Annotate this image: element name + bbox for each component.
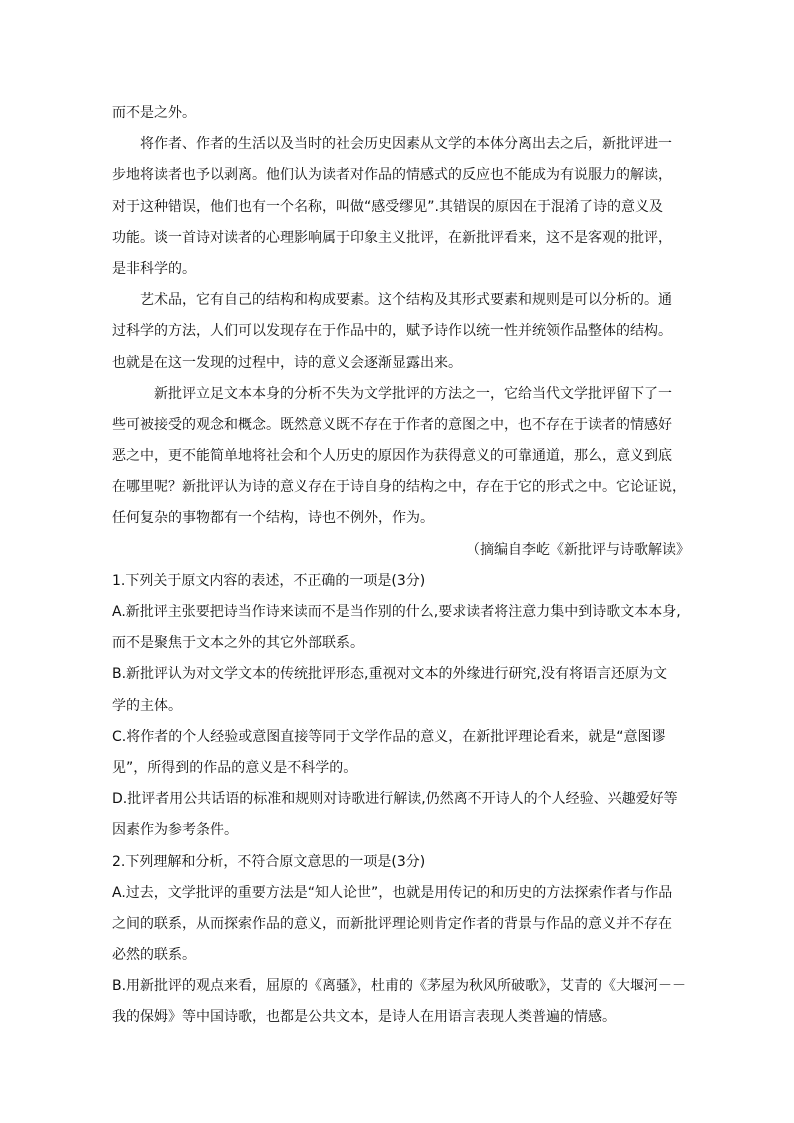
- text-line: 任何复杂的事物都有一个结构，诗也不例外，作为。: [112, 510, 434, 527]
- source-citation: （摘编自李屹《新批评与诗歌解读》: [466, 541, 690, 558]
- text-line: 些可被接受的观念和概念。既然意义既不存在于作者的意图之中，也不存在于读者的情感好: [112, 416, 672, 433]
- text-line: 过科学的方法，人们可以发现存在于作品中的，赋予诗作以统一性并统领作品整体的结构。: [112, 323, 672, 340]
- text-line: 而不是之外。: [112, 105, 196, 121]
- text-line: 恶之中，更不能简单地将社会和个人历史的原因作为获得意义的可靠通道，那么，意义到底: [112, 448, 672, 465]
- paragraph-start-line: 新批评立足文本本身的分析不失为文学批评的方法之一，它给当代文学批评留下了一: [154, 385, 672, 402]
- text-line: 是非科学的。: [112, 260, 196, 277]
- option-c-line: C.将作者的个人经验或意图直接等同于文学作品的意义，在新批评理论看来，就是“意图谬: [112, 728, 666, 745]
- option-a-line: A.过去，文学批评的重要方法是“知人论世”，也就是用传记的和历史的方法探索作者与作品: [112, 884, 673, 901]
- option-c-line: 见”，所得到的作品的意义是不科学的。: [112, 759, 358, 776]
- text-line: 对于这种错误，他们也有一个名称，叫做“感受缪见”.其错误的原因在于混淆了诗的意义及: [112, 198, 663, 215]
- text-line: 功能。谈一首诗对读者的心理影响属于印象主义批评，在新批评看来，这不是客观的批评，: [112, 229, 672, 246]
- paragraph-start-line: 艺术品，它有自己的结构和构成要素。这个结构及其形式要素和规则是可以分析的。通: [140, 292, 672, 309]
- paragraph-start-line: 将作者、作者的生活以及当时的社会历史因素从文学的本体分离出去之后，新批评进一: [140, 136, 672, 153]
- option-d-line: 因素作为参考条件。: [112, 822, 238, 839]
- option-b-line: B.新批评认为对文学文本的传统批评形态,重视对文本的外缘进行研究,没有将语言还原为文: [112, 666, 667, 683]
- text-line: 在哪里呢？新批评认为诗的意义存在于诗自身的结构之中，存在于它的形式之中。它论证说，: [112, 479, 686, 496]
- option-b-line: 学的主体。: [112, 697, 182, 714]
- option-b-line: B.用新批评的观点来看，屈原的《离骚》，杜甫的《茅屋为秋风所破歌》，艾青的《大堰河－－: [112, 978, 687, 995]
- option-b-line: 我的保姆》等中国诗歌，也都是公共文本，是诗人在用语言表现人类普遍的情感。: [112, 1009, 616, 1026]
- option-a-line: 必然的联系。: [112, 947, 196, 964]
- option-a-line: 之间的联系，从而探索作品的意义，而新批评理论则肯定作者的背景与作品的意义并不存在: [112, 915, 672, 932]
- document-body: [112, 98, 692, 1034]
- text-line: 也就是在这一发现的过程中，诗的意义会逐渐显露出来。: [112, 354, 462, 371]
- option-a-line: A.新批评主张要把诗当作诗来读而不是当作别的什么,要求读者将注意力集中到诗歌文本本身,: [112, 604, 681, 620]
- option-a-line: 而不是聚焦于文本之外的其它外部联系。: [112, 635, 364, 652]
- option-d-line: D.批评者用公共话语的标准和规则对诗歌进行解读,仍然离不开诗人的个人经验、兴趣爱好等: [112, 791, 678, 808]
- question-1-stem: 1.下列关于原文内容的表述，不正确的一项是(3分): [112, 572, 426, 589]
- question-2-stem: 2.下列理解和分析，不符合原文意思的一项是(3分): [112, 853, 426, 870]
- text-line: 步地将读者也予以剥离。他们认为读者对作品的情感式的反应也不能成为有说服力的解读，: [112, 167, 672, 184]
